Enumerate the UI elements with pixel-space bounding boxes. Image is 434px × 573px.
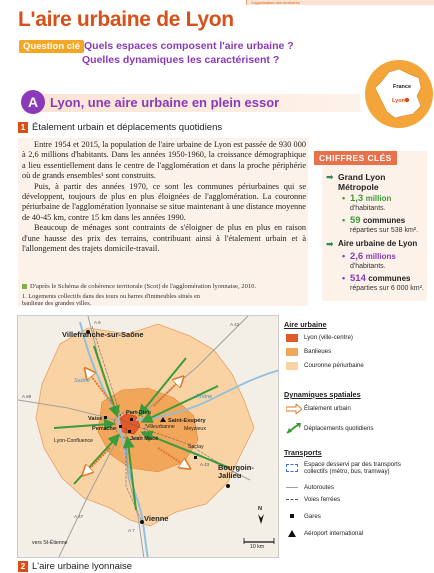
kf-block1-title-b: Métropole (338, 182, 379, 192)
legend-heading-aire: Aire urbaine (284, 320, 327, 329)
commute-arrows-icon (286, 422, 302, 434)
legend-voies-ferrees: Voies ferrées (304, 496, 341, 503)
map-label-a6: A 6 (94, 320, 101, 325)
north-label: N (258, 506, 263, 512)
legend-etalement: Étalement urbain (304, 405, 351, 412)
kf-block1-title-a: Grand Lyon (338, 172, 386, 182)
bullet-icon: • (342, 273, 346, 283)
legend-gares: Gares (304, 513, 321, 520)
section-letter: A (21, 90, 45, 114)
kf-block1-v1: 1,3 million (350, 193, 392, 204)
map-label-meyzieux: Meyzieux (184, 426, 206, 432)
map-label-vaise: Vaise (88, 416, 103, 422)
map-label-a42: A 42 (230, 322, 240, 327)
map-label-saclay: Saclay (188, 444, 204, 450)
kf-block2-v1: 2,6 millions (350, 251, 396, 262)
station-icon (128, 430, 131, 433)
question-line-1: Quels espaces composent l'aire urbaine ? (84, 40, 294, 52)
map-label-part-dieu: Part-Dieu (126, 410, 151, 416)
north-arrow-icon (258, 514, 264, 524)
legend-swatch-couronne (286, 362, 298, 370)
doc1-paragraph: Beaucoup de ménages sont contraints de s'éloigner de plus en plus en raison d'une hausse des prix des terrains, contribuant ainsi à l'étalement urbain et à l'allongement des trajets domicile-travail. (22, 223, 306, 254)
station-icon (194, 456, 197, 459)
legend-heading-dynamiques: Dynamiques spatiales (284, 390, 361, 399)
legend-swatch-motorway (286, 487, 298, 488)
legend-lyon: Lyon (ville-centre) (304, 334, 353, 341)
doc1-number: 1 (18, 122, 28, 133)
kf-block2-v2: 514 communes (350, 273, 411, 284)
map-label-a43: A 43 (200, 462, 210, 467)
map-label-lyon-confluence: Lyon-Confluence (54, 438, 94, 444)
legend-couronne: Couronne périurbaine (304, 362, 364, 369)
map-label-rhone: Rhône (196, 394, 213, 400)
map-label-a7: A 7 (128, 528, 135, 533)
locator-city: Lyon (392, 98, 405, 104)
city-dot-icon (226, 484, 230, 488)
legend-swatch-transit (286, 464, 298, 472)
map-label-a47: A 47 (74, 514, 84, 519)
kf-block1-v2: 59 communes (350, 215, 406, 226)
doc1-paragraph: Entre 1954 et 2015, la population de l'aire urbaine de Lyon est passée de 930 000 à 2,6 millions d'habitants. Dans les années 1950-1960, la croissance démographique a lieu essentiellement dans le centre de l'agglomération et dans la proche périphérie où de grands ensembles¹ sont construits. (22, 140, 306, 181)
doc1-text (22, 140, 306, 254)
lyon-dot-icon (405, 98, 409, 102)
legend-espace-desservi: Espace desservi par des transports collectifs (métro, bus, tramway) (304, 461, 401, 475)
lyon-map (17, 315, 279, 558)
kf-block1-v2-text: réparties sur 538 km². (350, 227, 419, 234)
map-label-villeurbanne: Villeurbanne (146, 424, 175, 430)
map-label-a89: A 89 (22, 394, 32, 399)
legend-banlieues: Banlieues (304, 348, 332, 355)
top-tab-text: l'organisation des territoires (251, 0, 300, 5)
map-legend (282, 318, 430, 558)
kf-block2-v1-text: d'habitants. (350, 263, 386, 270)
sprawl-arrow-icon (286, 404, 302, 414)
doc2-number: 2 (18, 561, 28, 572)
doc1-source: D'après le Schéma de cohérence territorale (Scot) de l'agglomération lyonnaise, 2010. (30, 283, 257, 290)
doc2-title: L'aire urbaine lyonnaise (32, 561, 133, 572)
legend-station-icon (290, 514, 294, 518)
legend-airport-icon (288, 530, 296, 537)
station-icon (119, 425, 122, 428)
legend-swatch-lyon (286, 334, 298, 342)
map-label-vienne: Vienne (144, 514, 169, 523)
kf-block2-v2-text: réparties sur 6 000 km². (350, 285, 424, 292)
doc1-paragraph: Puis, à partir des années 1970, ce sont les communes périurbaines qui se développent, toujours de plus en plus éloignées de l'agglomération. La couronne périurbaine de l'agglomération lyonnaise se situe maintenant à une distance moyenne de 40-45 km, contre 15 km dans les années 1990. (22, 181, 306, 222)
locator-country: France (393, 84, 412, 90)
source-bullet-icon (22, 284, 27, 289)
legend-swatch-railway (286, 499, 298, 500)
legend-autoroutes: Autoroutes (304, 484, 334, 491)
legend-deplacements: Déplacements quotidiens (304, 425, 374, 432)
legend-swatch-banlieues (286, 348, 298, 356)
bullet-icon: • (342, 193, 346, 203)
bullet-icon: • (342, 251, 346, 261)
station-icon (130, 418, 133, 421)
map-label-saint-exupery: Saint-Exupéry (168, 418, 206, 424)
map-label-jean-mace: Jean Macé (130, 436, 159, 442)
scale-label: 10 km (250, 544, 265, 550)
top-tab (246, 0, 434, 5)
map-label-bourgoin: Bourgoin-Jallieu (218, 463, 254, 480)
key-figures-header: CHIFFRES CLÉS (314, 151, 397, 165)
legend-heading-transports: Transports (284, 448, 322, 457)
legend-aeroport: Aéroport international (304, 530, 364, 537)
bullet-icon: • (342, 215, 346, 225)
france-outline-icon (365, 60, 433, 128)
map-label-perrache: Perrache (92, 426, 116, 432)
section-title: Lyon, une aire urbaine en plein essor (50, 95, 280, 110)
question-line-2: Quelles dynamiques les caractérisent ? (82, 54, 280, 66)
france-locator-map (365, 60, 433, 128)
question-tag: Question clé (19, 40, 84, 53)
page-title: L'aire urbaine de Lyon (18, 8, 234, 31)
map-label-vers-st-etienne: vers St-Étienne (32, 540, 68, 546)
doc1-footnote: 1. Logements collectifs dans des tours ou barres d'immeubles situés en banlieue des grandes villes. (22, 293, 200, 308)
arrow-right-icon: ➡ (326, 172, 334, 182)
kf-block1-v1-text: d'habitants. (350, 205, 386, 212)
doc1-title: Étalement urbain et déplacements quotidiens (32, 122, 223, 133)
map-label-saone: Saône (74, 378, 90, 384)
station-icon (104, 416, 107, 419)
arrow-right-icon: ➡ (326, 239, 334, 249)
map-label-villefranche: Villefranche-sur-Saône (62, 330, 144, 339)
kf-block2-title: Aire urbaine de Lyon (338, 239, 418, 248)
